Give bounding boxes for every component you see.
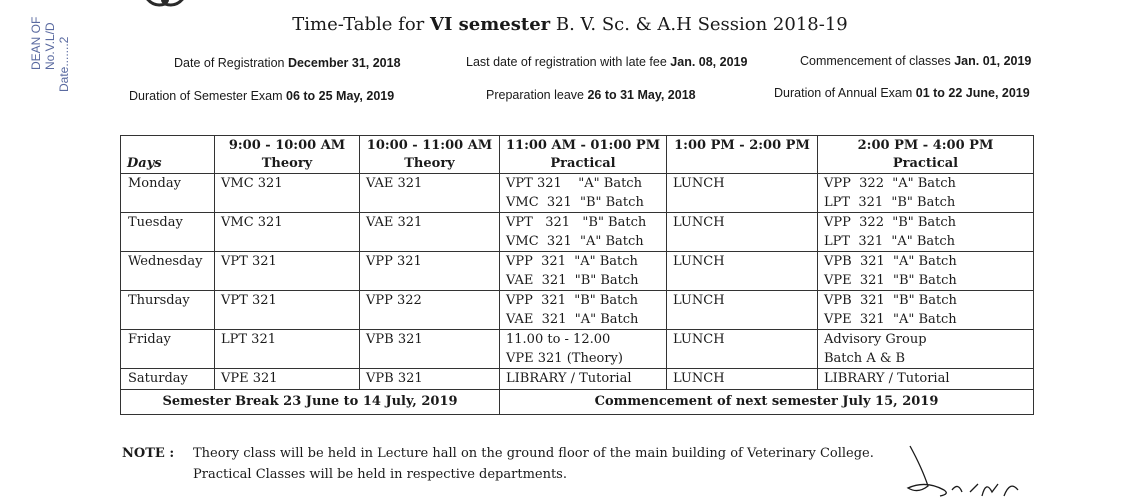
slot-cell: Advisory Group Batch A & B bbox=[818, 330, 1034, 369]
slot-cell: VPB 321 bbox=[360, 369, 500, 390]
slot-cell: VMC 321 bbox=[215, 213, 360, 252]
page-title: Time-Table for VI semester B. V. Sc. & A.H Session 2018-19 bbox=[292, 14, 848, 35]
slot-cell: VPP 321 "B" Batch VAE 321 "A" Batch bbox=[500, 291, 667, 330]
table-row bbox=[121, 369, 1034, 390]
annual-exam-duration: Duration of Annual Exam 01 to 22 June, 2019 bbox=[774, 86, 1030, 100]
lunch-cell: LUNCH bbox=[667, 369, 818, 390]
note-label: NOTE : bbox=[122, 446, 175, 461]
lunch-cell: LUNCH bbox=[667, 174, 818, 213]
header-slot-2: 10:00 - 11:00 AM Theory bbox=[360, 136, 500, 174]
stamp-line-1: DEAN OF bbox=[29, 16, 43, 70]
emblem-icon bbox=[143, 0, 187, 10]
slot-cell: VPP 321 "A" Batch VAE 321 "B" Batch bbox=[500, 252, 667, 291]
note-line-1: Theory class will be held in Lecture hall on the ground floor of the main building of Veterinary College. bbox=[193, 446, 874, 461]
slot-cell: VPB 321 "A" Batch VPE 321 "B" Batch bbox=[818, 252, 1034, 291]
slot-cell: VPT 321 "A" Batch VMC 321 "B" Batch bbox=[500, 174, 667, 213]
header-days: Days bbox=[121, 136, 215, 174]
commencement-date: Commencement of classes Jan. 01, 2019 bbox=[800, 54, 1032, 68]
day-cell: Wednesday bbox=[121, 252, 215, 291]
slot-cell: VPP 322 "A" Batch LPT 321 "B" Batch bbox=[818, 174, 1034, 213]
slot-cell: VPP 322 "B" Batch LPT 321 "A" Batch bbox=[818, 213, 1034, 252]
late-fee-date: Last date of registration with late fee Jan. 08, 2019 bbox=[466, 55, 748, 69]
slot-cell: VPT 321 bbox=[215, 291, 360, 330]
slot-cell: VMC 321 bbox=[215, 174, 360, 213]
lunch-cell: LUNCH bbox=[667, 213, 818, 252]
day-cell: Thursday bbox=[121, 291, 215, 330]
header-slot-5: 2:00 PM - 4:00 PM Practical bbox=[818, 136, 1034, 174]
next-semester: Commencement of next semester July 15, 2019 bbox=[500, 390, 1034, 415]
note-line-2: Practical Classes will be held in respective departments. bbox=[193, 467, 567, 482]
semester-break: Semester Break 23 June to 14 July, 2019 bbox=[121, 390, 500, 415]
slot-cell: VPT 321 bbox=[215, 252, 360, 291]
slot-cell: VAE 321 bbox=[360, 174, 500, 213]
slot-cell: 11.00 to - 12.00 VPE 321 (Theory) bbox=[500, 330, 667, 369]
lunch-cell: LUNCH bbox=[667, 252, 818, 291]
stamp-line-2: No.V.L/D bbox=[43, 22, 57, 70]
table-row bbox=[121, 252, 1034, 291]
day-cell: Tuesday bbox=[121, 213, 215, 252]
slot-cell: VPB 321 bbox=[360, 330, 500, 369]
signature bbox=[900, 440, 1030, 500]
slot-cell: LPT 321 bbox=[215, 330, 360, 369]
slot-cell: VPE 321 bbox=[215, 369, 360, 390]
day-cell: Friday bbox=[121, 330, 215, 369]
semester-exam-duration: Duration of Semester Exam 06 to 25 May, 2019 bbox=[129, 89, 395, 103]
slot-cell: LIBRARY / Tutorial bbox=[818, 369, 1034, 390]
slot-cell: VPB 321 "B" Batch VPE 321 "A" Batch bbox=[818, 291, 1034, 330]
lunch-cell: LUNCH bbox=[667, 291, 818, 330]
stamp-line-3: Date.......2 bbox=[57, 36, 71, 92]
slot-cell: VPP 321 bbox=[360, 252, 500, 291]
header-row bbox=[121, 136, 1034, 174]
footer-row bbox=[121, 390, 1034, 415]
slot-cell: VPT 321 "B" Batch VMC 321 "A" Batch bbox=[500, 213, 667, 252]
table-row bbox=[121, 291, 1034, 330]
slot-cell: VPP 322 bbox=[360, 291, 500, 330]
header-slot-3: 11:00 AM - 01:00 PM Practical bbox=[500, 136, 667, 174]
timetable bbox=[120, 135, 1034, 415]
table-row bbox=[121, 174, 1034, 213]
preparation-leave: Preparation leave 26 to 31 May, 2018 bbox=[486, 88, 696, 102]
table-row bbox=[121, 213, 1034, 252]
lunch-cell: LUNCH bbox=[667, 330, 818, 369]
slot-cell: LIBRARY / Tutorial bbox=[500, 369, 667, 390]
day-cell: Saturday bbox=[121, 369, 215, 390]
day-cell: Monday bbox=[121, 174, 215, 213]
header-slot-4: 1:00 PM - 2:00 PM bbox=[667, 136, 818, 174]
table-row bbox=[121, 330, 1034, 369]
header-slot-1: 9:00 - 10:00 AM Theory bbox=[215, 136, 360, 174]
registration-date: Date of Registration December 31, 2018 bbox=[174, 56, 401, 70]
slot-cell: VAE 321 bbox=[360, 213, 500, 252]
